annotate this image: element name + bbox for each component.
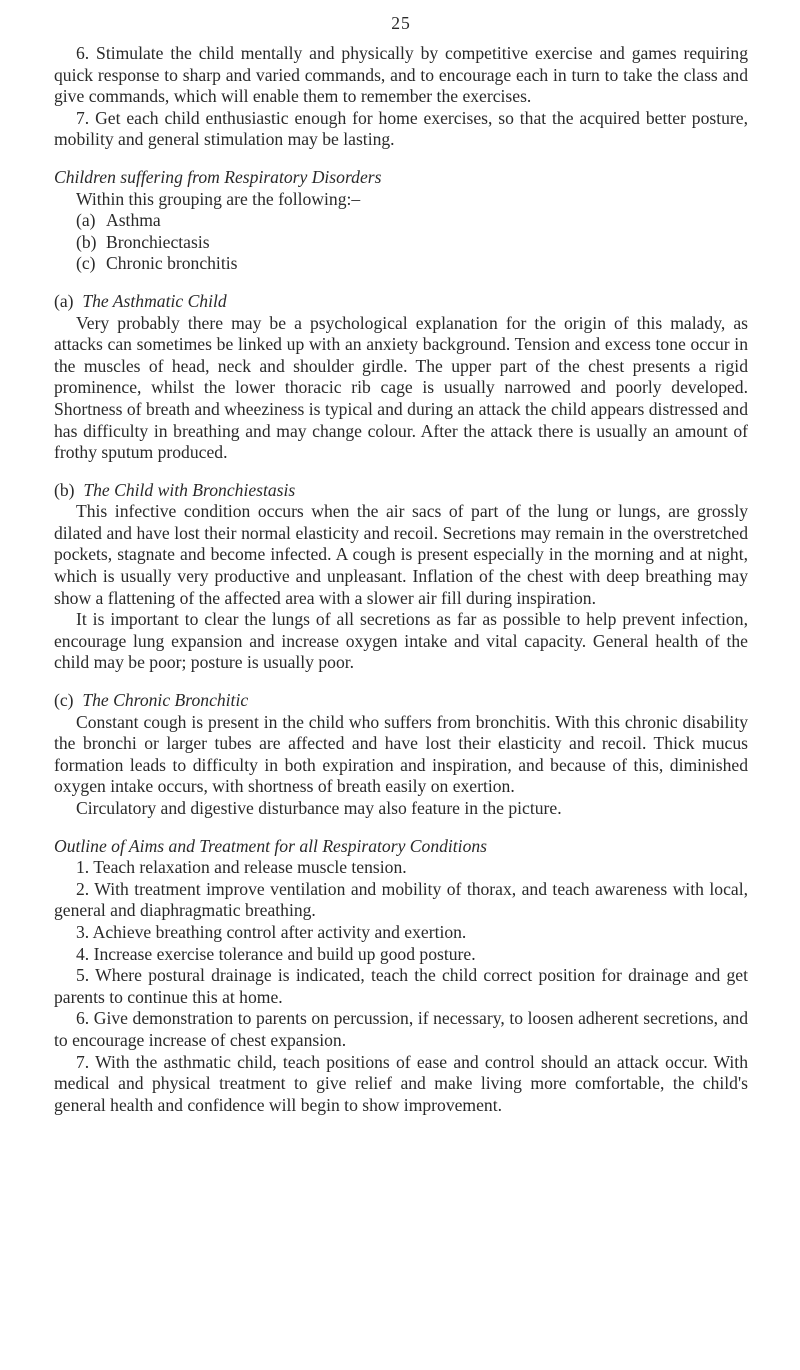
subsection-heading-bronchiectasis: [54, 480, 748, 502]
subsection-label: (c): [54, 690, 74, 711]
section-heading-respiratory: Children suffering from Respiratory Disorders: [54, 166, 382, 187]
list-marker: (b): [76, 231, 97, 252]
outline-item-5: 5. Where postural drainage is indicated, teach the child correct position for drainage and get parents to continue this at home.: [54, 965, 748, 1007]
paragraph: Constant cough is present in the child who suffers from bronchitis. With this chronic disability the bronchi or larger tubes are affected and have lost their elasticity and recoil. Thick mucus formation leads to difficulty in both expiration and inspiration, and because of this, diminished oxygen intake occurs, with shortness of breath easily on exertion.: [54, 711, 748, 797]
outline-item-3: 3. Achieve breathing control after activity and exertion.: [76, 921, 467, 942]
list-marker: (c): [76, 253, 96, 274]
outline-item-2: 2. With treatment improve ventilation and mobility of thorax, and teach awareness with local, general and diaphragmatic breathing.: [54, 878, 748, 921]
page-number: 25: [391, 13, 411, 33]
subsection-heading-asthma: [54, 291, 748, 313]
paragraph: Circulatory and digestive disturbance may also feature in the picture.: [76, 798, 562, 818]
paragraph: This infective condition occurs when the air sacs of part of the lung or lungs, are grossly dilated and have lost their normal elasticity and recoil. Secretions may remain in the overstretched pockets, stagnate and become infected. A cough is present especially in the morning and at night, which is usually very productive and unpleasant. Inflation of the chest with deep breathing may show a flattening of the affected area with a slower air fill during inspiration.: [54, 501, 748, 608]
subsection-title: The Chronic Bronchitic: [82, 690, 249, 711]
intro-item-6: 6. Stimulate the child mentally and physically by competitive exercise and games requiring quick response to sharp and varied commands, and to encourage each in turn to take the class and give commands, which will enable them to remember the exercises.: [54, 43, 748, 107]
outline-item-4: 4. Increase exercise tolerance and build up good posture.: [76, 943, 476, 964]
subsection-label: (b): [54, 479, 75, 500]
outline-item-7: 7. With the asthmatic child, teach positions of ease and control should an attack occur. With medical and physical treatment to give relief and make living more comfortable, the child's general health and confidence will begin to show improvement.: [54, 1051, 748, 1115]
book-page: [54, 0, 748, 1116]
paragraph: Very probably there may be a psychological explanation for the origin of this malady, as attacks can sometimes be linked up with an anxiety background. Tension and excess tone occur in the muscles of head, neck and shoulder girdle. The upper part of the chest presents a rigid prominence, whilst the lower thoracic rib cage is usually narrowed and poorly developed. Shortness of breath and wheeziness is typical and during an attack the child appears distressed and has difficulty in breathing and may change colour. After the attack there is usually an amount of frothy sputum produced.: [54, 312, 748, 463]
list-item: [54, 253, 748, 275]
list-text: Bronchiectasis: [106, 231, 210, 252]
respiratory-list: [54, 210, 748, 275]
list-text: Chronic bronchitis: [106, 253, 238, 274]
list-item: [54, 232, 748, 254]
paragraph: It is important to clear the lungs of all secretions as far as possible to help prevent infection, encourage lung expansion and increase oxygen intake and vital capacity. General health of the child may be poor; posture is usually poor.: [54, 609, 748, 673]
subsection-title: The Child with Bronchiestasis: [83, 479, 296, 500]
outline-item-6: 6. Give demonstration to parents on percussion, if necessary, to loosen adherent secretions, and to encourage increase of chest expansion.: [54, 1008, 748, 1050]
subsection-label: (a): [54, 290, 74, 311]
list-marker: (a): [76, 210, 96, 231]
respiratory-lead: Within this grouping are the following:–: [76, 188, 361, 209]
subsection-title: The Asthmatic Child: [82, 290, 227, 311]
section-heading-outline: Outline of Aims and Treatment for all Respiratory Conditions: [54, 835, 488, 856]
subsection-heading-bronchitic: [54, 690, 748, 712]
list-item: [54, 210, 748, 232]
outline-item-1: 1. Teach relaxation and release muscle tension.: [76, 857, 407, 878]
list-text: Asthma: [106, 210, 161, 231]
intro-item-7: 7. Get each child enthusiastic enough for home exercises, so that the acquired better posture, mobility and general stimulation may be lasting.: [54, 107, 748, 150]
